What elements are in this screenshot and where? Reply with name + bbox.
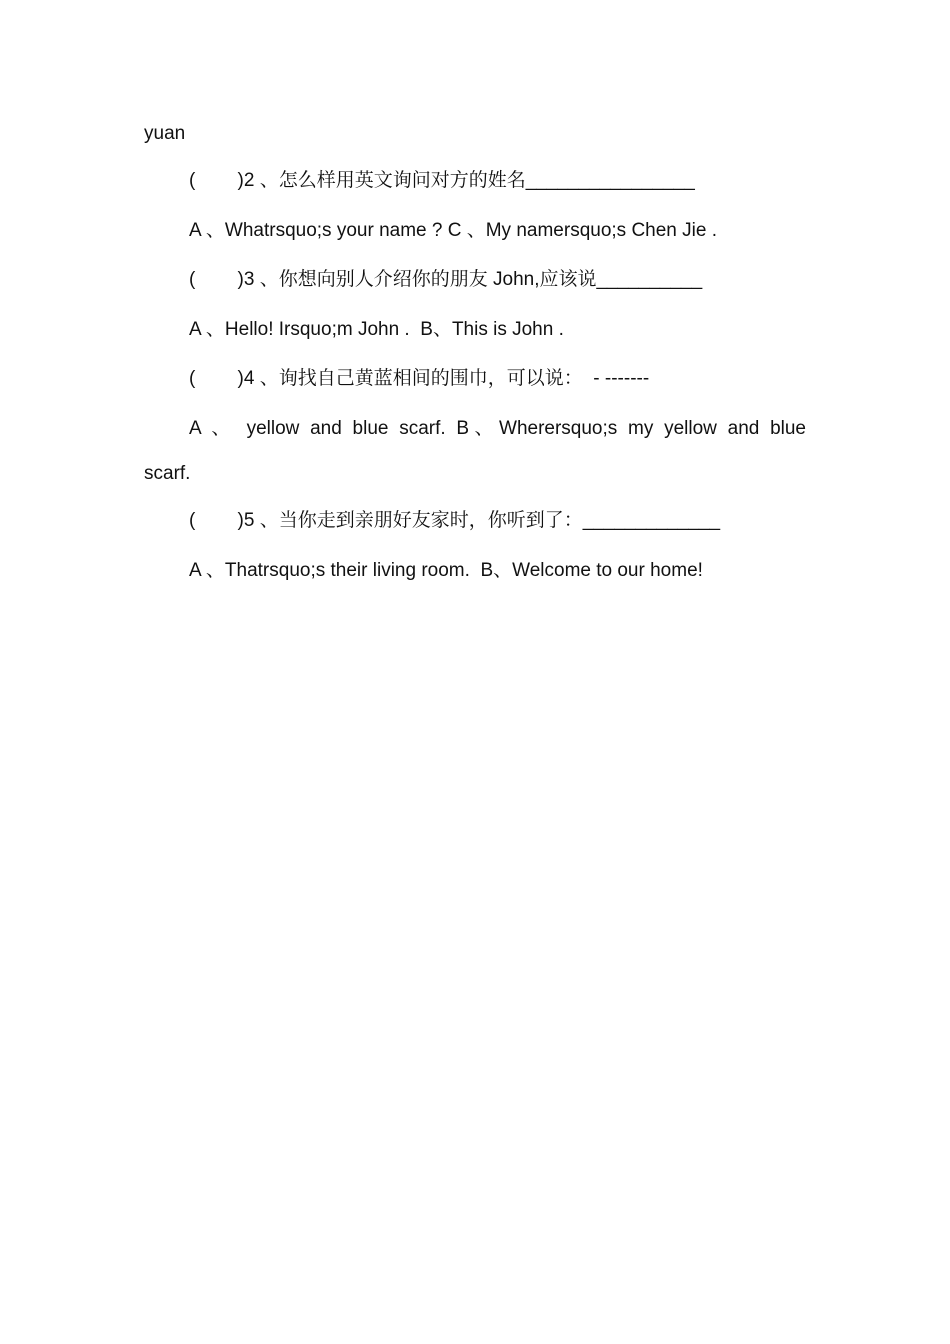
question-4-options: A 、 yellow and blue scarf. B、Wherersquo;s my yellow and blue bbox=[189, 418, 806, 439]
text-line-continuation: yuan bbox=[144, 123, 186, 144]
question-5-options: A 、Thatrsquo;s their living room. B、Welcome to our home! bbox=[189, 560, 703, 581]
question-4: ( )4 、询找自己黄蓝相间的围巾，可以说： - ------- bbox=[189, 368, 650, 389]
question-5: ( )5 、当你走到亲朋好友家时，你听到了：_____________ bbox=[189, 510, 721, 531]
question-3-options: A 、Hello! Irsquo;m John . B、This is John . bbox=[189, 319, 564, 340]
question-4-options-continuation: scarf. bbox=[144, 463, 191, 484]
question-3: ( )3 、你想向别人介绍你的朋友 John,应该说__________ bbox=[189, 269, 703, 290]
question-2: ( )2 、怎么样用英文询问对方的姓名________________ bbox=[189, 170, 695, 191]
question-2-options: A 、Whatrsquo;s your name ? C 、My namersquo;s Chen Jie . bbox=[189, 220, 717, 241]
